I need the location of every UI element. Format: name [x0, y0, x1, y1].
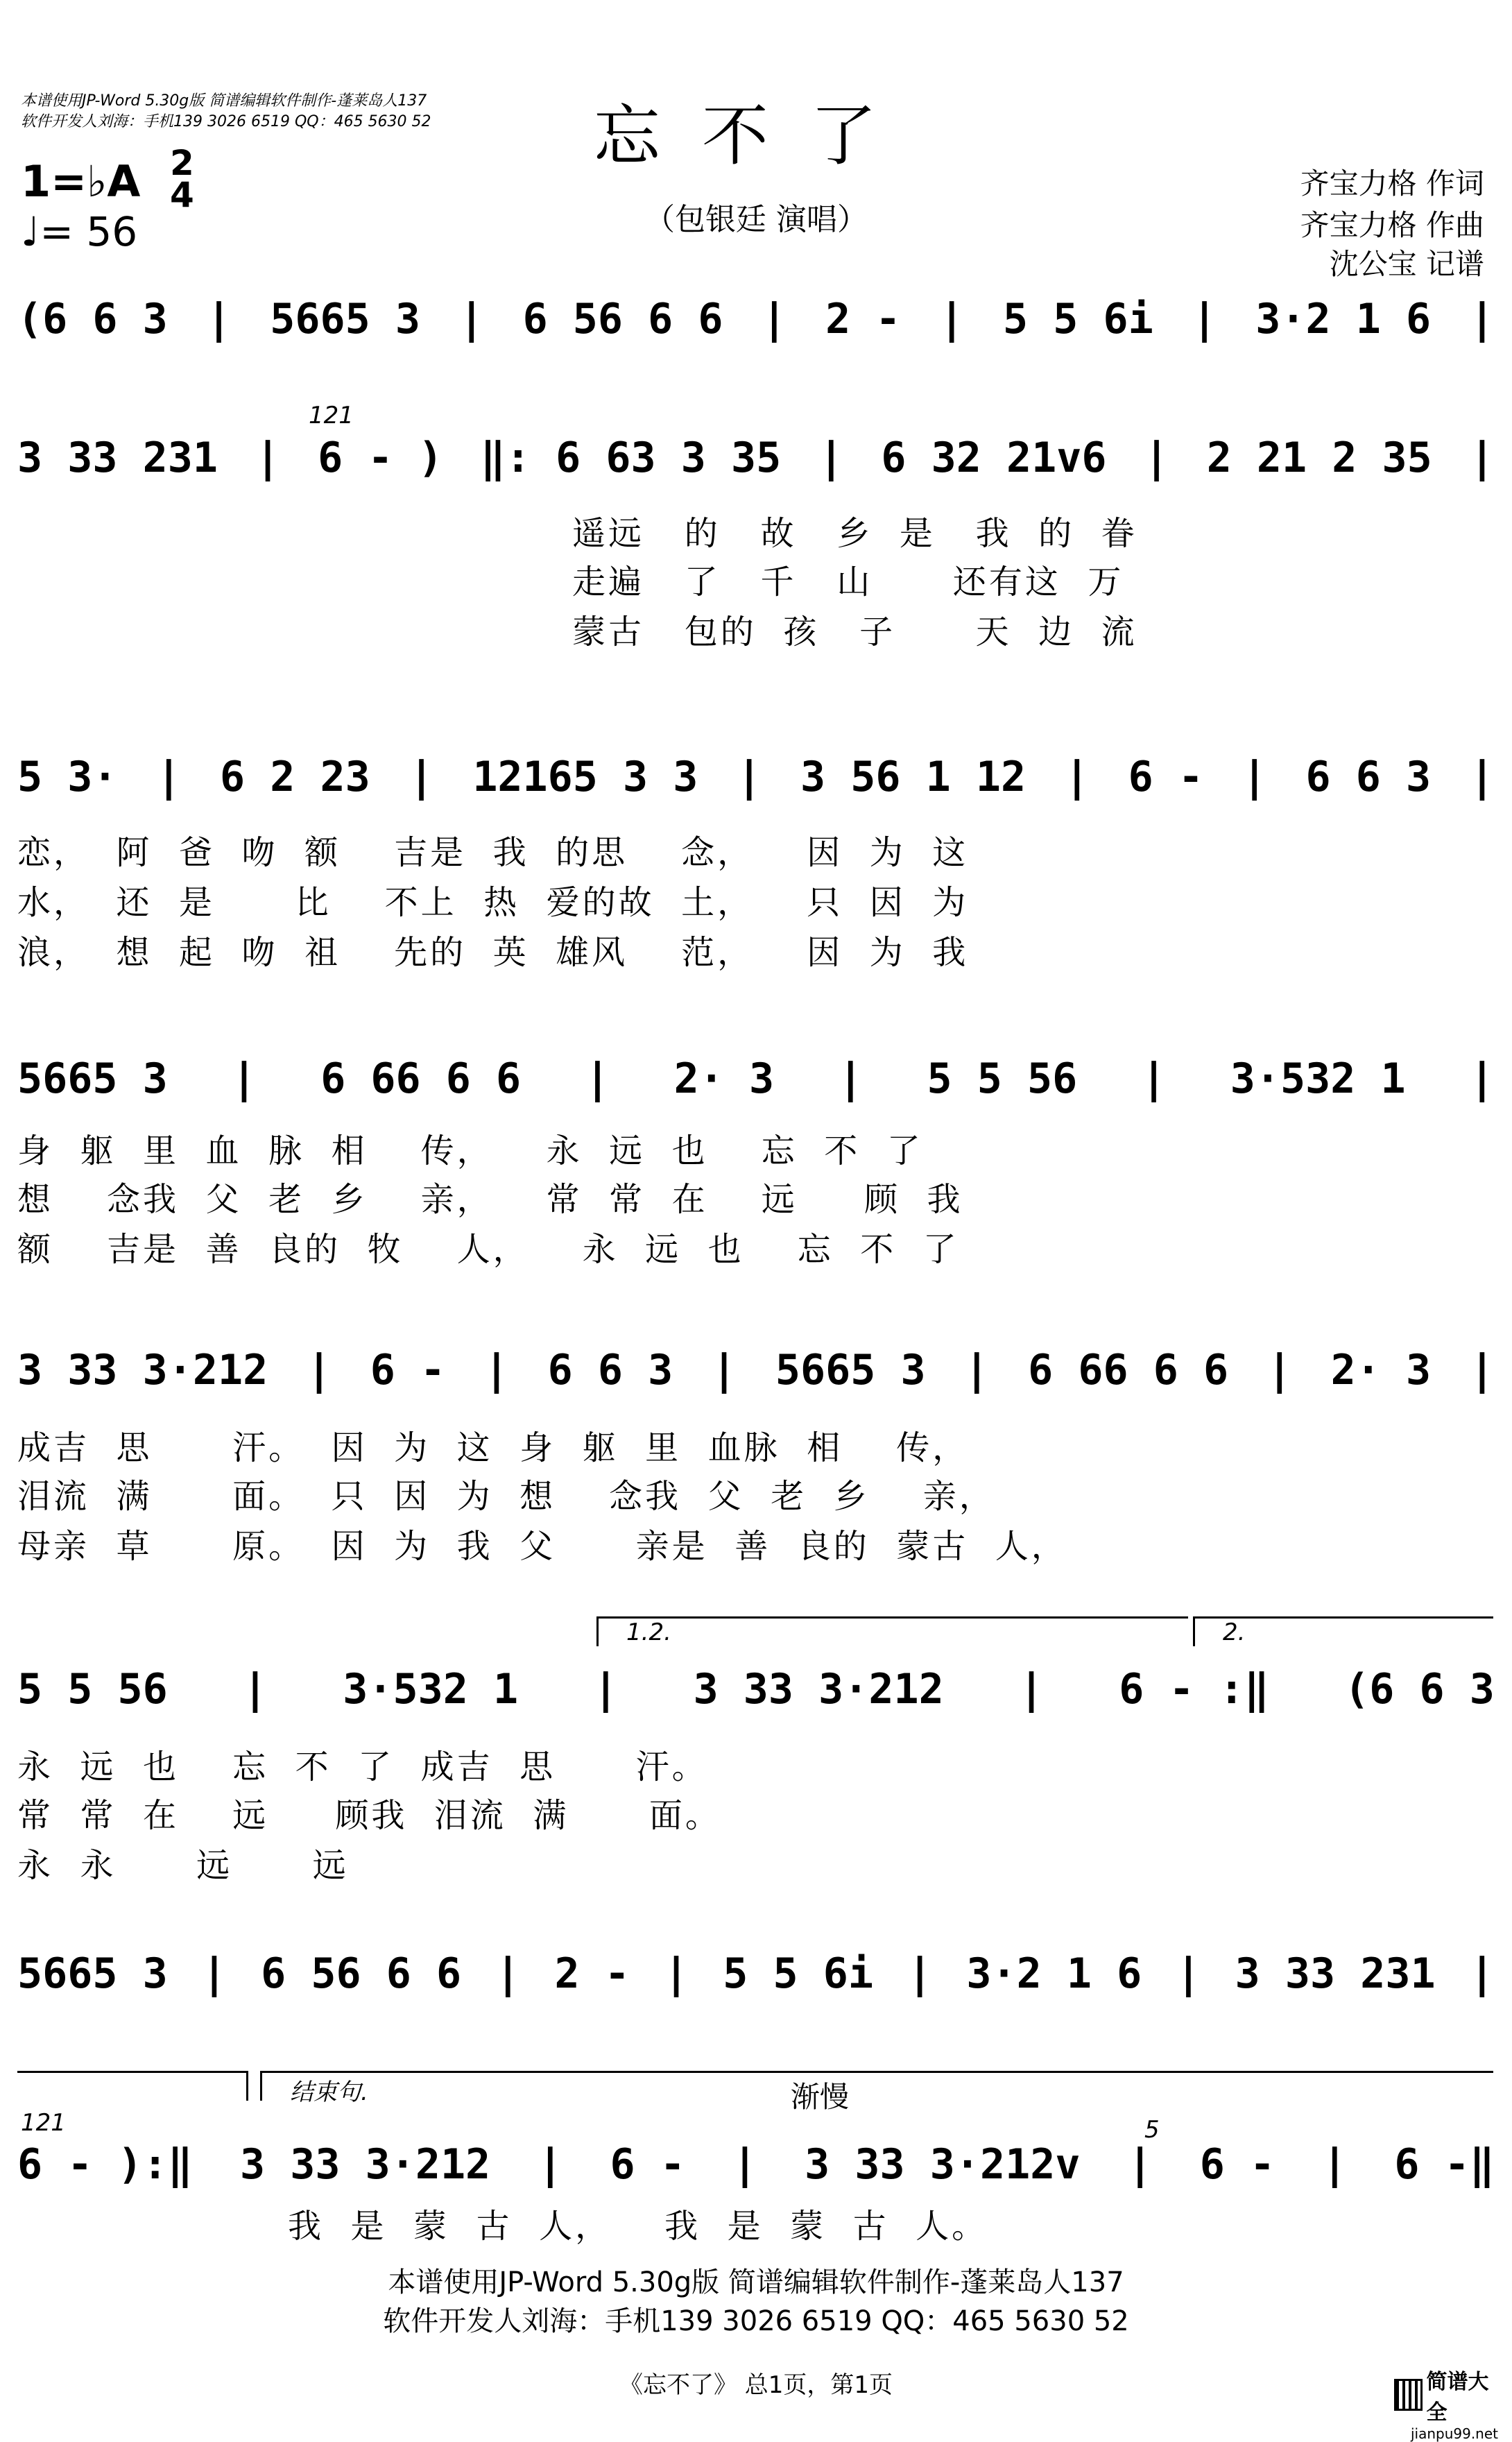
- time-top: 2: [170, 143, 194, 183]
- measure: 6 32 21v6: [881, 434, 1107, 482]
- lyrics-5-verse-3: 母亲 草 原。 因 为 我 父 亲是 善 良的 蒙古 人，: [17, 1527, 1067, 1566]
- ending-label: 结束句.: [290, 2078, 368, 2106]
- lyrics-5-verse-1: 成吉 思 汗。 因 为 这 身 躯 里 血脉 相 传，: [17, 1428, 969, 1467]
- lyrics-2-verse-1: 遥远 的 故 乡 是 我 的 眷: [572, 514, 1137, 553]
- logo-text: 简谱大全: [1426, 2370, 1489, 2425]
- measure: 6 -: [370, 1346, 446, 1394]
- measure: 2· 3: [1330, 1346, 1432, 1394]
- system-3: 5 3· | 6 2 23 | 12165 3 3 | 3 56 1 12 | 6 - | 6 6 3 |: [17, 753, 1495, 801]
- lyrics-4-verse-2: 想 念我 父 老 乡 亲， 常 常 在 远 顾 我: [17, 1180, 963, 1219]
- lyrics-5-verse-2: 泪流 满 面。 只 因 为 想 念我 父 老 乡 亲，: [17, 1477, 995, 1516]
- lyrics-6-verse-3: 永 永 远 远: [17, 1846, 349, 1885]
- volta-bracket-1: [596, 1616, 1188, 1646]
- software-note-1: 本谱使用JP-Word 5.30g版 简谱编辑软件制作-蓬莱岛人137: [21, 92, 427, 110]
- lyrics-3-verse-3: 浪， 想 起 吻 祖 先的 英 雄风 范， 因 为 我: [17, 933, 969, 972]
- footer-software-2: 软件开发人刘海：手机139 3026 6519 QQ：465 5630 52: [383, 2305, 1129, 2337]
- volta-2-label: 2.: [1223, 1619, 1246, 1646]
- measure: 2 21 2 35: [1206, 434, 1432, 482]
- measure: 6 -: [1128, 753, 1203, 801]
- software-note-2: 软件开发人刘海：手机139 3026 6519 QQ：465 5630 52: [21, 113, 431, 130]
- footer-software-1: 本谱使用JP-Word 5.30g版 简谱编辑软件制作-蓬莱岛人137: [388, 2266, 1124, 2298]
- measure: 2· 3: [673, 1054, 775, 1103]
- transcriber-credit: 沈公宝 记谱: [1329, 247, 1484, 281]
- measure: 6 -‖: [1394, 2140, 1495, 2189]
- volta-bracket-2: [1193, 1616, 1493, 1646]
- measure: 5665 3: [17, 1949, 168, 1998]
- lyrics-3-verse-2: 水， 还 是 比 不上 热 爱的故 土， 只 因 为: [17, 883, 969, 922]
- measure: 3·532 1: [343, 1665, 519, 1714]
- measure: 6 -: [610, 2140, 685, 2189]
- measure: 3 33 3·212: [239, 2140, 491, 2189]
- ritardando-mark: 渐慢: [791, 2080, 850, 2114]
- subtitle: （包银廷 演唱）: [644, 202, 868, 237]
- measure: 2 -: [554, 1949, 630, 1998]
- measure: 2 -: [825, 295, 901, 343]
- system-4: 5665 3 | 6 66 6 6 | 2· 3 | 5 5 56 | 3·532 1 |: [17, 1054, 1495, 1103]
- ending-bracket: [260, 2071, 1493, 2106]
- measure: 6 - ): [318, 434, 443, 482]
- measure: 3 56 1 12: [800, 753, 1026, 801]
- measure: 6 66 6 6: [1028, 1346, 1229, 1394]
- measure: 3·2 1 6: [1255, 295, 1432, 343]
- logo-url: jianpu99.net: [1410, 2425, 1498, 2442]
- system-8: 6 - ):‖ 3 33 3·212 | 6 - | 3 33 3·212v | 6 - | 6 -‖: [17, 2140, 1495, 2189]
- measure: 5 3·: [17, 753, 118, 801]
- piano-icon: [1394, 2379, 1423, 2411]
- measure: 3·532 1: [1230, 1054, 1406, 1103]
- measure: 5665 3: [775, 1346, 926, 1394]
- lyricist-credit: 齐宝力格 作词: [1300, 166, 1484, 200]
- measure: 6 66 6 6: [320, 1054, 522, 1103]
- measure: 6 6 3: [1305, 753, 1432, 801]
- measure: 6 - ):‖: [17, 2140, 193, 2189]
- measure: 3 33 3·212: [17, 1346, 268, 1394]
- measure: 6 - :‖: [1119, 1665, 1270, 1714]
- measure: 3 33 3·212v: [805, 2140, 1081, 2189]
- measure: 5 5 6i: [723, 1949, 873, 1998]
- measure: 6 -: [1199, 2140, 1275, 2189]
- page-title: 忘不了: [594, 97, 918, 175]
- measure: 6 56 6 6: [261, 1949, 462, 1998]
- system-1: (6 6 3 | 5665 3 | 6 56 6 6 | 2 - | 5 5 6i | 3·2 1 6 |: [17, 295, 1495, 343]
- grace-note-121-b: 121: [21, 2109, 66, 2137]
- lyrics-2-verse-2: 走遍 了 千 山 还有这 万: [572, 563, 1124, 601]
- system-2: 121 3 33 231 | 6 - ) ‖: 6 63 3 35 | 6 32 21v6 | 2 21 2 35 |: [17, 402, 1495, 482]
- measure: 12165 3 3: [472, 753, 698, 801]
- measure: 3·2 1 6: [966, 1949, 1142, 1998]
- grace-note-5: 5: [1144, 2116, 1160, 2144]
- time-bottom: 4: [170, 175, 194, 215]
- measure: 5 5 6i: [1002, 295, 1153, 343]
- measure: 3 33 3·212: [693, 1665, 944, 1714]
- grace-note-121: 121: [309, 402, 354, 429]
- system-7: 5665 3 | 6 56 6 6 | 2 - | 5 5 6i | 3·2 1 6 | 3 33 231 |: [17, 1949, 1495, 1998]
- lyrics-6-verse-1: 永 远 也 忘 不 了 成吉 思 汗。: [17, 1748, 708, 1786]
- measure: (6 6 3: [17, 295, 168, 343]
- volta-bracket-end: [17, 2071, 248, 2101]
- system-6: 5 5 56 | 3·532 1 | 3 33 3·212 | 6 - :‖ (6 6 3: [17, 1665, 1495, 1714]
- measure: 5665 3: [17, 1054, 168, 1103]
- measure: 6 56 6 6: [522, 295, 723, 343]
- composer-credit: 齐宝力格 作曲: [1300, 208, 1484, 242]
- measure: 6 2 23: [220, 753, 370, 801]
- measure: ‖: 6 63 3 35: [480, 434, 782, 482]
- lyrics-8: 我 是 蒙 古 人， 我 是 蒙 古 人。: [288, 2207, 988, 2246]
- site-logo: [1394, 2364, 1498, 2442]
- lyrics-4-verse-3: 额 吉是 善 良的 牧 人， 永 远 也 忘 不 了: [17, 1230, 959, 1269]
- measure: 5 5 56: [17, 1665, 168, 1714]
- measure: 5665 3: [270, 295, 421, 343]
- time-signature: [170, 143, 194, 215]
- measure: 6 6 3: [547, 1346, 673, 1394]
- key-signature: 1=♭A: [21, 156, 141, 207]
- page-number: 《忘不了》 总1页，第1页: [619, 2371, 893, 2399]
- measure: 3 33 231: [17, 434, 218, 482]
- measure: (6 6 3: [1344, 1665, 1495, 1714]
- measure: 3 33 231: [1235, 1949, 1436, 1998]
- volta-1-label: 1.2.: [626, 1619, 671, 1646]
- lyrics-4-verse-1: 身 躯 里 血 脉 相 传， 永 远 也 忘 不 了: [17, 1132, 923, 1170]
- lyrics-3-verse-1: 恋， 阿 爸 吻 额 吉是 我 的思 念， 因 为 这: [17, 833, 969, 872]
- measure: 5 5 56: [927, 1054, 1078, 1103]
- tempo-mark: ♩= 56: [21, 208, 138, 255]
- lyrics-6-verse-2: 常 常 在 远 顾我 泪流 满 面。: [17, 1796, 721, 1835]
- lyrics-2-verse-3: 蒙古 包的 孩 子 天 边 流: [572, 613, 1137, 651]
- system-5: 3 33 3·212 | 6 - | 6 6 3 | 5665 3 | 6 66 6 6 | 2· 3 |: [17, 1346, 1495, 1394]
